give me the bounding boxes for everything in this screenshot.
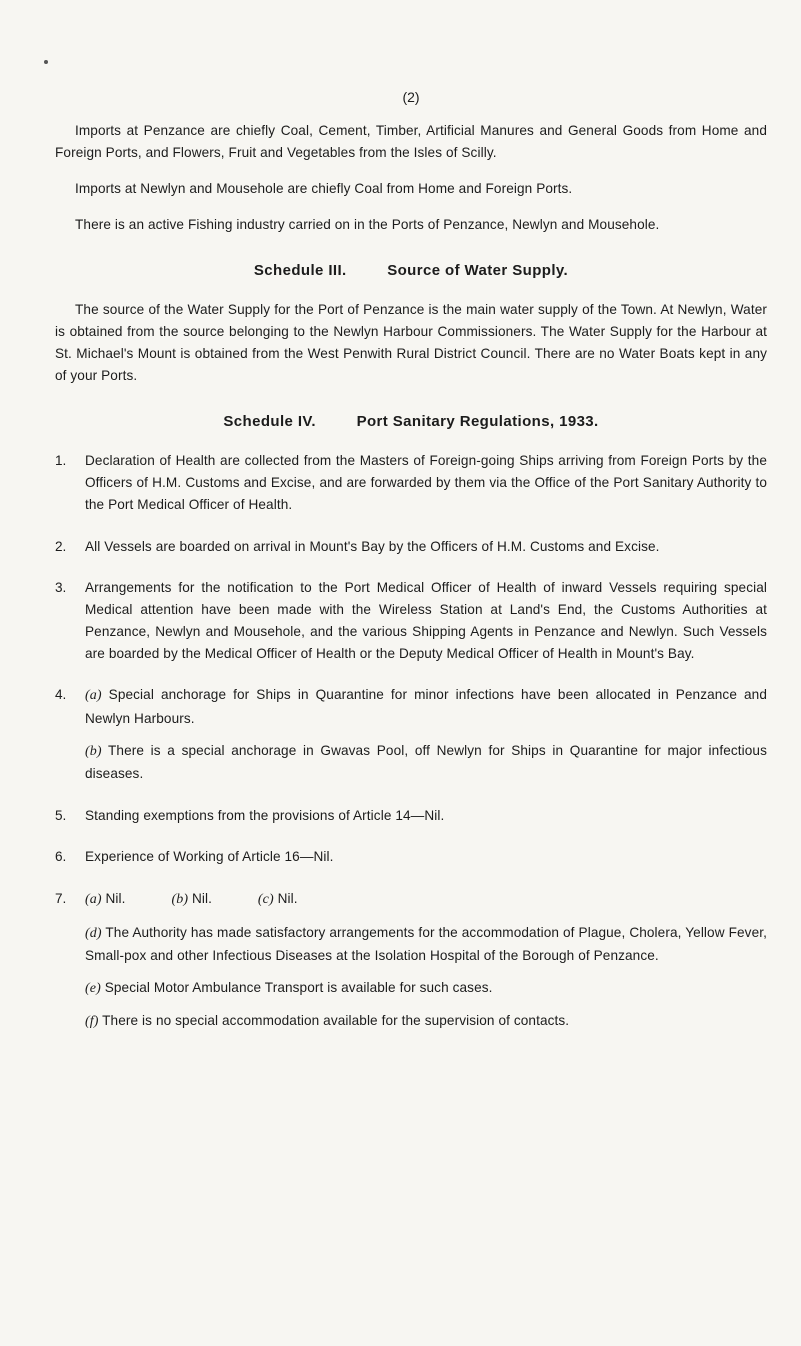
sub-text: Special anchorage for Ships in Quarantine for minor infections have been allocated in Penzance and Newlyn Harbours. <box>85 687 767 726</box>
item-number: 6. <box>55 849 67 865</box>
sub-text: There is no special accommodation available for the supervision of contacts. <box>102 1013 570 1029</box>
scan-speck <box>44 60 48 64</box>
intro-fishing: There is an active Fishing industry carried on in the Ports of Penzance, Newlyn and Mousehole. <box>75 216 660 232</box>
schedule-3-text: The source of the Water Supply for the Port of Penzance is the main water supply of the Town. At Newlyn, Water is obtained from the source belonging to the Newlyn Harbour Commissioners. The Water Supply for the Harbour at St. Michael's Mount is obtained from the West Penwith Rural District Council. There are no Water Boats kept in any of your Ports. <box>55 302 767 383</box>
item-subparagraph <box>85 1010 767 1033</box>
item-text: All Vessels are boarded on arrival in Mount's Bay by the Officers of H.M. Customs and Excise. <box>85 538 660 554</box>
item-subparagraph <box>85 922 767 967</box>
item-nil-row <box>85 888 767 911</box>
sub-text: Nil. <box>105 891 126 907</box>
sub-text: The Authority has made satisfactory arrangements for the accommodation of Plague, Cholera, Yellow Fever, Small-pox and other Infectious Diseases at the Isolation Hospital of the Borough of Penzance. <box>85 924 767 963</box>
sub-label: (d) <box>85 925 102 941</box>
item-number: 5. <box>55 807 67 823</box>
sub-label: (b) <box>85 743 102 759</box>
document-page <box>55 86 767 1053</box>
schedule-3-label: Schedule III. <box>253 262 347 280</box>
list-item <box>55 684 767 794</box>
item-text: Declaration of Health are collected from the Masters of Foreign-going Ships arriving from Foreign Ports by the Officers of H.M. Customs and Excise, and are forwarded by them via the Office of the Port Sanitary Authority to the Port Medical Officer of Health. <box>85 453 767 512</box>
list-item <box>55 536 767 568</box>
schedule-3-title: Source of Water Supply. <box>387 262 569 280</box>
intro-imports-penzance: Imports at Penzance are chiefly Coal, Cement, Timber, Artificial Manures and General Goods from Home and Foreign Ports, and Flowers, Fruit and Vegetables from the Isles of Scilly. <box>55 123 767 161</box>
list-item <box>55 450 767 525</box>
schedule-4-title: Port Sanitary Regulations, 1933. <box>356 413 599 431</box>
list-item <box>55 888 767 1043</box>
intro-imports-newlyn: Imports at Newlyn and Mousehole are chiefly Coal from Home and Foreign Ports. <box>75 180 573 196</box>
schedule-4-heading <box>55 410 767 434</box>
item-subparagraph <box>85 740 767 785</box>
sub-text: Nil. <box>277 891 298 907</box>
sub-label: (e) <box>85 980 101 996</box>
regulations-list <box>55 450 767 1043</box>
sub-label: (c) <box>257 892 274 908</box>
list-item <box>55 805 767 837</box>
item-number: 4. <box>55 687 67 703</box>
item-text: Standing exemptions from the provisions of Article 14—Nil. <box>85 807 445 823</box>
item-subparagraph <box>85 684 767 729</box>
sub-label: (b) <box>171 892 189 908</box>
schedule-4-label: Schedule IV. <box>223 413 316 431</box>
list-item <box>55 577 767 674</box>
schedule-3-heading <box>55 259 767 283</box>
sub-text: There is a special anchorage in Gwavas Pool, off Newlyn for Ships in Quarantine for major infectious diseases. <box>85 742 767 781</box>
sub-label: (a) <box>85 892 102 908</box>
item-subparagraph <box>85 977 767 1000</box>
sub-text: Nil. <box>191 891 213 907</box>
sub-label: (a) <box>85 688 102 704</box>
page-number: (2) <box>402 89 420 105</box>
item-number: 1. <box>55 453 67 469</box>
item-text: Experience of Working of Article 16—Nil. <box>85 849 334 865</box>
item-text: Arrangements for the notification to the Port Medical Officer of Health of inward Vessels requiring special Medical attention have been made with the Wireless Station at Land's End, the Customs Authorities at Penzance, Newlyn and Mousehole, and the various Shipping Agents in Penzance and Newlyn. Such Vessels are boarded by the Medical Officer of Health or the Deputy Medical Officer of Health in Mount's Bay. <box>85 580 767 661</box>
list-item <box>55 846 767 878</box>
item-number: 3. <box>55 580 67 596</box>
item-number: 2. <box>55 538 67 554</box>
sub-label: (f) <box>85 1014 99 1030</box>
item-number: 7. <box>55 891 67 907</box>
sub-text: Special Motor Ambulance Transport is available for such cases. <box>104 979 493 995</box>
